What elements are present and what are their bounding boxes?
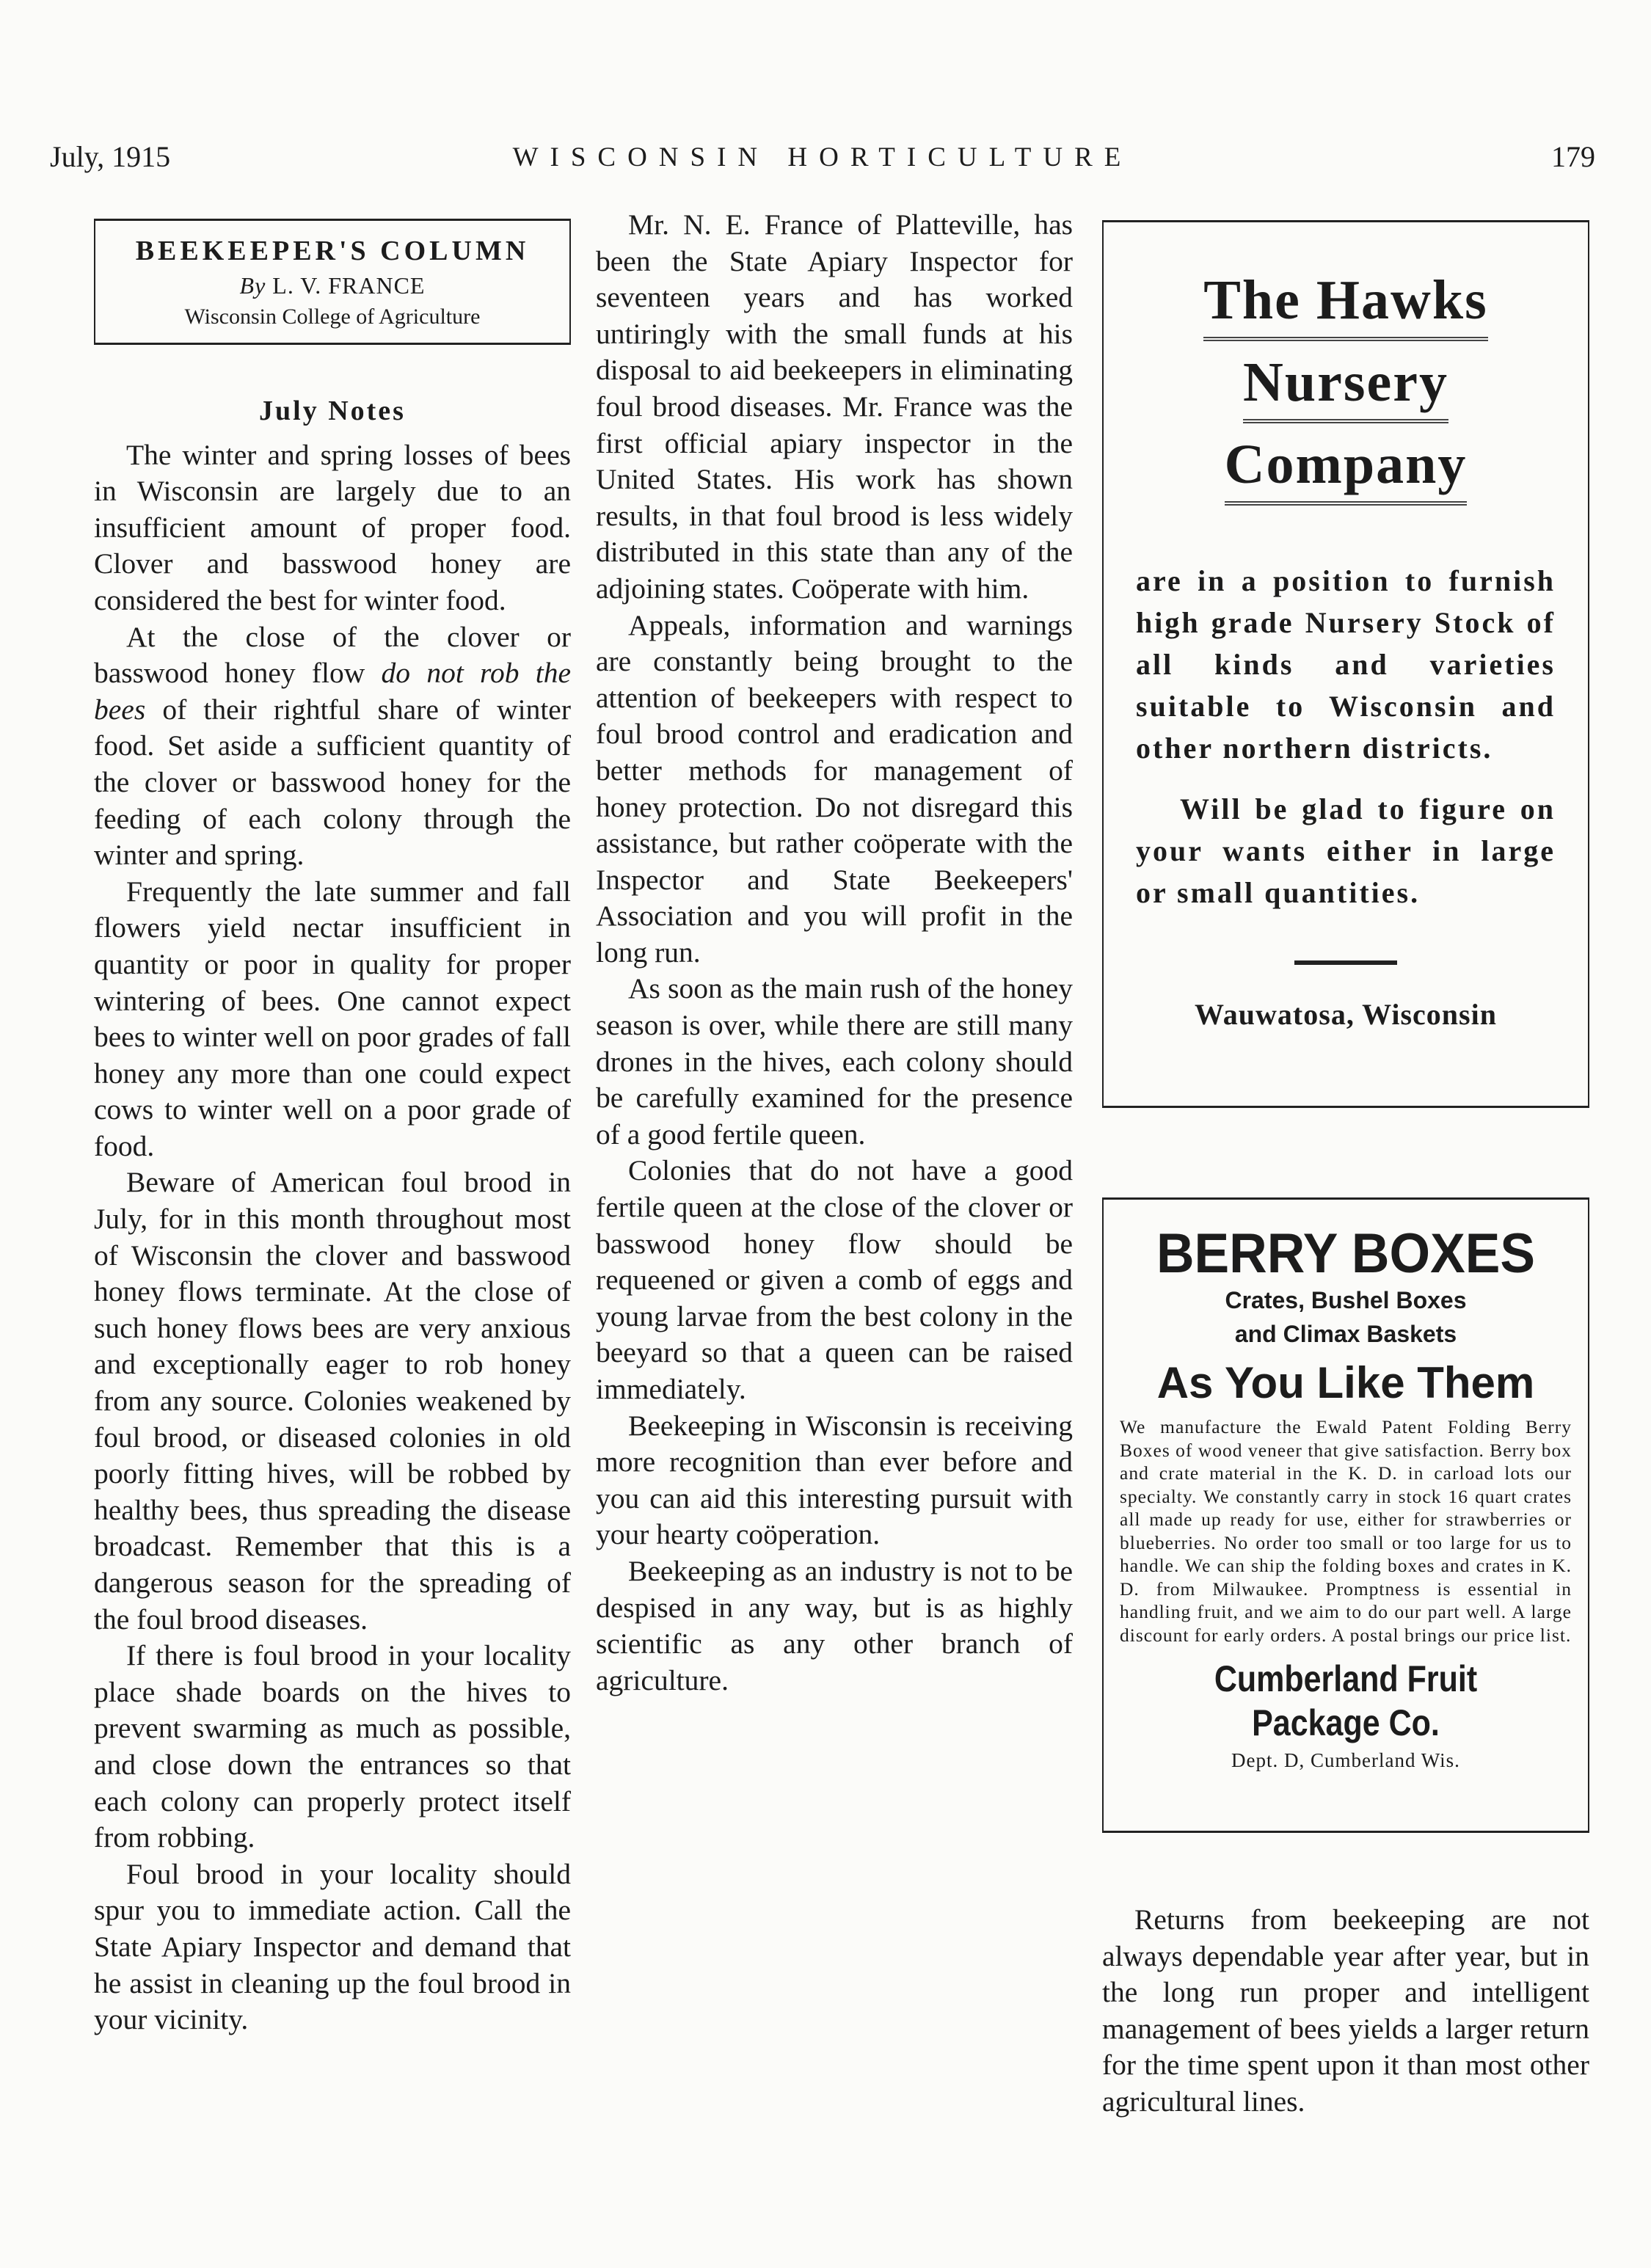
berry-ad-title: BERRY BOXES	[1156, 1222, 1536, 1285]
berry-ad-address: Dept. D, Cumberland Wis.	[1231, 1749, 1460, 1771]
paragraph: Frequently the late summer and fall flowers yield nectar insufficient in quantity or poor in quality for proper wintering of bees. One cannot expect bees to winter well on poor grades of fall honey any more than one could expect cows to winter well on a poor grade of food.	[94, 875, 571, 1162]
emphasis-text: do not rob the bees	[94, 657, 571, 726]
byline-prefix: By	[239, 272, 266, 299]
berry-ad-subtitle: and Climax Baskets	[1234, 1321, 1457, 1347]
issue-date: July, 1915	[50, 140, 171, 173]
hawks-nursery-ad	[1102, 220, 1589, 1108]
running-head	[50, 139, 1595, 183]
column-1	[94, 207, 571, 2038]
article-heading: July Notes	[259, 395, 406, 426]
hawks-ad-body	[1104, 560, 1588, 914]
column-byline	[100, 269, 565, 302]
divider-rule	[1294, 960, 1397, 965]
paragraph-text: At the close of the clover or basswood honey flow	[94, 620, 571, 690]
paragraph: As soon as the main rush of the honey season is over, while there are still many drones in the hives, each colony should be carefully examined for the presence of a good fertile queen.	[596, 972, 1073, 1151]
paragraph: The winter and spring losses of bees in Wisconsin are largely due to an insufficient amount of proper food. Clover and basswood honey are considered the best for winter food.	[94, 438, 571, 616]
paragraph: Beware of American foul brood in July, for in this month throughout most of Wisconsin the clover and basswood honey flows terminate. At the close of such honey flows bees are very anxious and exceptionally eager to rob honey from any source. Colonies weakened by foul brood, or diseased colonies in old poorly fitting hives, will be robbed by healthy bees, thus spreading the disease broadcast. Remember that this is a dangerous season for the spreading of the foul brood diseases.	[94, 1166, 571, 1636]
berry-boxes-ad	[1102, 1197, 1589, 1833]
column-2	[596, 207, 1073, 1699]
hawks-name-line: Company	[1225, 429, 1468, 506]
beekeepers-column-box	[94, 219, 571, 345]
berry-ad-company: Cumberland Fruit Package Co.	[1214, 1658, 1478, 1743]
magazine-title: WISCONSIN HORTICULTURE	[512, 142, 1133, 172]
column-3-text	[1102, 1902, 1589, 2121]
paragraph: Colonies that do not have a good fertile queen at the close of the clover or basswood honey flow should be requeened or given a comb of eggs and young larvae from the best colony in the beeyard so that a queen can be raised immediately.	[596, 1154, 1073, 1405]
berry-ad-headline: As You Like Them	[1156, 1358, 1535, 1407]
berry-ad-body: We manufacture the Ewald Patent Folding Berry Boxes of wood veneer that give satisfaction. Berry box and crate material in the K. D. in carload lots our specialty. We constantly carry in stock 16 quart crates all made up ready for use, either for strawberries or blueberries. No order too small or too large for us to handle. We can ship the folding boxes and crates in K. D. from Milwaukee. Promptness is essential in handling fruit, and we aim to do our part well. A large discount for early orders. A postal brings our price list.	[1120, 1416, 1572, 1646]
paragraph: Appeals, information and warnings are constantly being brought to the attention of beekeepers with respect to foul brood control and eradication and better methods for management of honey protection. Do not disregard this assistance, but rather coöperate with the Inspector and State Beekeepers' Association and you will profit in the long run.	[596, 608, 1073, 969]
hawks-ad-paragraph: Will be glad to figure on your wants either in large or small quantities.	[1136, 792, 1556, 909]
paragraph	[94, 619, 571, 874]
hawks-company-name	[1104, 265, 1588, 511]
page-number: 179	[1551, 140, 1595, 173]
hawks-name-line: Nursery	[1243, 347, 1448, 423]
paragraph: If there is foul brood in your locality place shade boards on the hives to prevent swarming as much as possible, and close down the entrances so that each colony can properly protect itself from robbing.	[94, 1639, 571, 1854]
paragraph-text: of their rightful share of winter food. Set aside a sufficient quantity of the clover or basswood honey for the feeding of each colony through the winter and spring.	[94, 693, 571, 872]
author-name: L. V. FRANCE	[272, 272, 426, 299]
author-institution: Wisconsin College of Agriculture	[184, 305, 481, 329]
paragraph: Beekeeping in Wisconsin is receiving more recognition than ever before and you can aid this interesting pursuit with your hearty coöperation.	[596, 1409, 1073, 1551]
paragraph: Mr. N. E. France of Platteville, has been the State Apiary Inspector for seventeen years and has worked untiringly with the small funds at his disposal to aid beekeepers in eliminating foul brood diseases. Mr. France was the first official apiary inspector in the United States. His work has shown results, in that foul brood is less widely distributed in this state than any of the adjoining states. Coöperate with him.	[596, 208, 1073, 605]
paragraph: Beekeeping as an industry is not to be despised in any way, but is as highly scientific as any other branch of agriculture.	[596, 1554, 1073, 1696]
paragraph: Returns from beekeeping are not always dependable year after year, but in the long run proper and intelligent management of bees yields a larger return for the time spent upon it than most other agricultural lines.	[1102, 1903, 1589, 2118]
paragraph: Foul brood in your locality should spur you to immediate action. Call the State Apiary Inspector and demand that he assist in cleaning up the foul brood in your vicinity.	[94, 1857, 571, 2036]
hawks-name-line: The Hawks	[1203, 265, 1488, 341]
column-title: BEEKEEPER'S COLUMN	[135, 236, 530, 266]
berry-ad-subtitle: Crates, Bushel Boxes	[1225, 1287, 1467, 1313]
hawks-ad-paragraph: are in a position to furnish high grade Nursery Stock of all kinds and varieties suitable to Wisconsin and other northern districts.	[1136, 564, 1556, 765]
hawks-location: Wauwatosa, Wisconsin	[1195, 998, 1497, 1031]
